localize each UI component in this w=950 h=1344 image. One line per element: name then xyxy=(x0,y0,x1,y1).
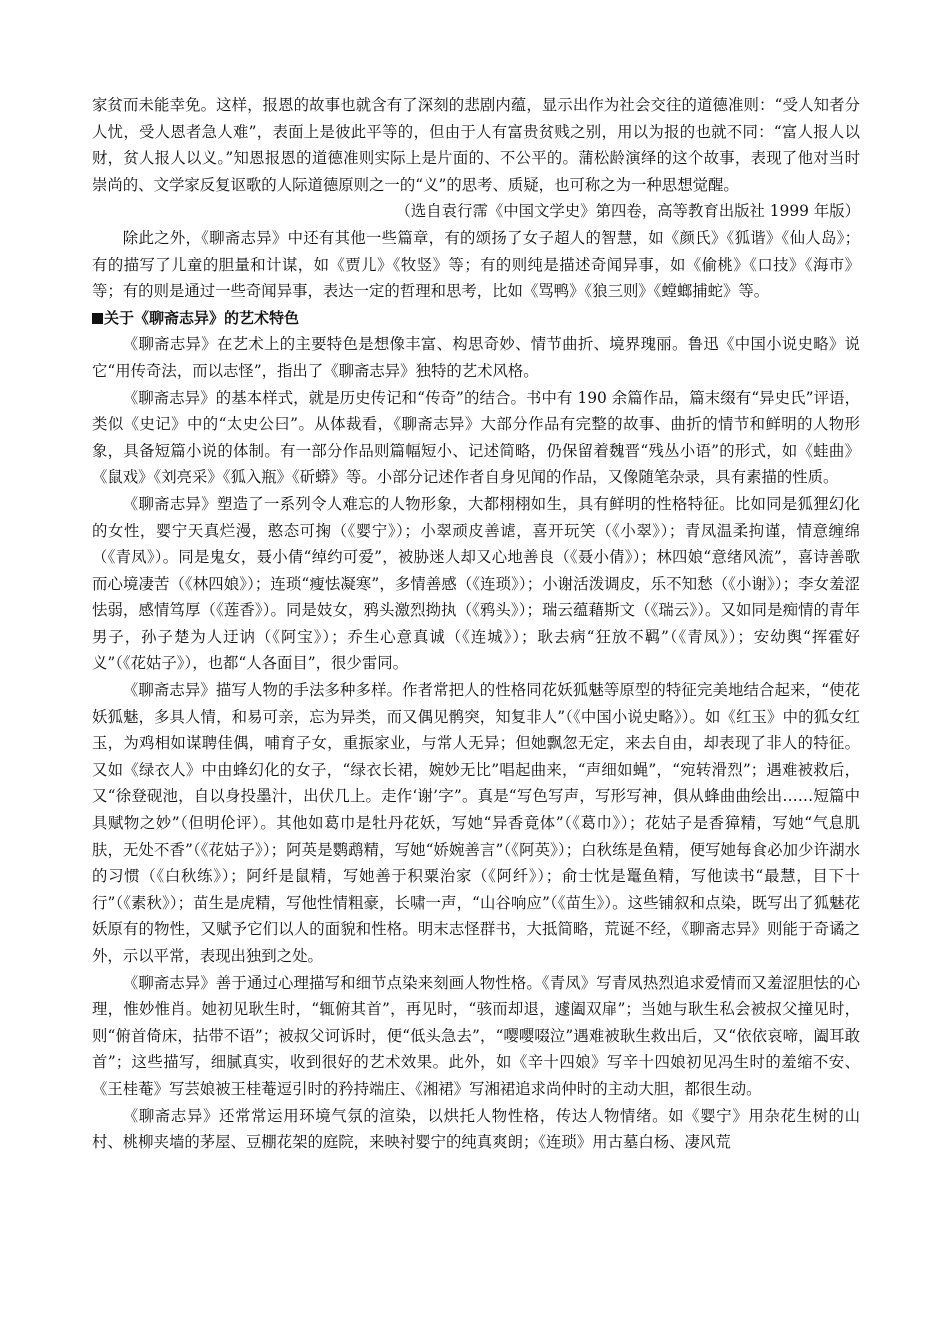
paragraph-techniques: 《聊斋志异》描写人物的手法多种多样。作者常把人的性格同花妖狐魅等原型的特征完美地结合起来，“使花妖狐魅，多具人情，和易可亲，忘为异类，而又偶见鹘突，知复非人”（《中国小说史略》）。如《红玉》中的狐女红玉，为鸡相如谋聘佳偶，哺育子女，重振家业，与常人无异；但她飘忽无定，来去自由，却表现了非人的特征。又如《绿衣人》中由蜂幻化的女子，“绿衣长裙，婉妙无比”唱起曲来，“声细如蝇”，“宛转滑烈”；遇难被救后，又“徐登砚池，自以身投墨汁，出伏几上。走作‘谢’字”。真是“写色写声，写形写神，俱从蜂曲曲绘出……短篇中具赋物之妙”（但明伦评）。其他如葛巾是牡丹花妖，写她“异香竟体”（《葛巾》）；花姑子是香獐精，写她“气息肌肤，无处不香”（《花姑子》）；阿英是鹦鹉精，写她“娇婉善言”（《阿英》）；白秋练是鱼精，便写她每食必加少许湖水的习惯（《白秋练》）；阿纤是鼠精，写她善于积粟治家（《阿纤》）；俞士忱是鼍鱼精，写他读书“最慧，目下十行”（《素秋》）；苗生是虎精，写他性情粗豪，长啸一声，“山谷响应”（《苗生》）。这些铺叙和点染，既写出了狐魅花妖原有的物性，又赋予它们以人的面貌和性格。明末志怪群书，大抵简略，荒诞不经，《聊斋志异》则能于奇谲之外，示以平常，表现出独到之处。 xyxy=(92,681,860,965)
source-citation: （选自袁行霈《中国文学史》第四卷，高等教育出版社 1999 年版） xyxy=(395,202,860,221)
section-heading xyxy=(92,305,860,332)
document-page xyxy=(92,92,860,1156)
paragraph-environment: 《聊斋志异》还常常运用环境气氛的渲染，以烘托人物性格，传达人物情绪。如《婴宁》用杂花生树的山村、桃柳夹墙的茅屋、豆棚花架的庭院，来映衬婴宁的纯真爽朗；《连琐》用古墓白杨、凄风荒 xyxy=(92,1106,860,1152)
paragraph-psychology: 《聊斋志异》善于通过心理描写和细节点染来刻画人物性格。《青凤》写青凤热烈追求爱情而又羞涩胆怯的心理，惟妙惟肖。她初见耿生时，“辄俯其首”，再见时，“骇而却退，遽阖双扉”；当她与耿生私会被叔父撞见时，则“俯首倚床，拈带不语”；被叔父诃诉时，便“低头急去”，“嘤嘤啜泣”遇难被耿生救出后，又“依依哀啼，阖耳敢首”；这些描写，细腻真实，收到很好的艺术效果。此外，如《辛十四娘》写辛十四娘初见冯生时的羞缩不安、《王桂菴》写芸娘被王桂菴逗引时的矜持端庄、《湘裙》写湘裙追求尚仲时的主动大胆，都很生动。 xyxy=(92,973,860,1098)
section-heading-text: 关于《聊斋志异》的艺术特色 xyxy=(104,308,300,327)
paragraph-art-features: 《聊斋志异》在艺术上的主要特色是想像丰富、构思奇妙、情节曲折、境界瑰丽。鲁迅《中国小说史略》说它“用传奇法，而以志怪”，指出了《聊斋志异》独特的艺术风格。 xyxy=(92,335,860,380)
paragraph-basic-form: 《聊斋志异》的基本样式，就是历史传记和“传奇”的结合。书中有 190 余篇作品，篇末缀有“异史氏”评语，类似《史记》中的“太史公曰”。从体裁看，《聊斋志异》大部分作品有完整的故事、曲折的情节和鲜明的人物形象，具备短篇小说的体制。有一部分作品则篇幅短小、记述简略，仍保留着魏晋“残丛小语”的形式，如《蛙曲》《鼠戏》《刘亮采》《狐入瓶》《斫蟒》等。小部分记述作者自身见闻的作品，又像随笔杂录，具有素描的性质。 xyxy=(92,388,860,487)
paragraph-story-analysis: 家贫而未能幸免。这样，报恩的故事也就含有了深刻的悲剧内蕴，显示出作为社会交往的道德准则：“受人知者分人忧，受人恩者急人难”，表面上是彼此平等的，但由于人有富贵贫贱之别，用以为报的也就不同：“富人报人以财，贫人报人以义。”知恩报恩的道德准则实际上是片面的、不公平的。蒲松龄演绎的这个故事，表现了他对当时崇尚的、文学家反复讴歌的人际道德原则之一的“义”的思考、质疑，也可称之为一种思想觉醒。 xyxy=(92,96,860,194)
paragraph-other-stories: 除此之外，《聊斋志异》中还有其他一些篇章，有的颂扬了女子超人的智慧，如《颜氏》《狐谐》《仙人岛》；有的描写了儿童的胆量和计谋，如《贾儿》《牧竖》等；有的则纯是描述奇闻异事，如《偷桃》《口技》《海市》等；有的则是通过一些奇闻异事，表达一定的哲理和思考，比如《骂鸭》《狼三则》《螳螂捕蛇》等。 xyxy=(92,228,860,301)
paragraph-characters: 《聊斋志异》塑造了一系列令人难忘的人物形象，大都栩栩如生，具有鲜明的性格特征。比如同是狐狸幻化的女性，婴宁天真烂漫，憨态可掬（《婴宁》）；小翠顽皮善谑，喜开玩笑（《小翠》）；青凤温柔拘谨，情意缠绵（《青凤》）。同是鬼女，聂小倩“绰约可爱”，被胁迷人却又心地善良（《聂小倩》）；林四娘“意绪风流”，喜诗善歌而心境凄苦（《林四娘》）；连琐“瘦怯凝寒”，多情善感（《连琐》）；小谢活泼调皮，乐不知愁（《小谢》）；李女羞涩怯弱，感情笃厚（《莲香》）。同是妓女，鸦头激烈拗执（《鸦头》）；瑞云蕴藉斯文（《瑞云》）。又如同是痴情的青年男子，孙子楚为人迂讷（《阿宝》）；乔生心意真诚（《连城》）；耿去病“狂放不羁”（《青凤》）；安幼舆“挥霍好义”（《花姑子》），也都“人各面目”，很少雷同。 xyxy=(92,494,860,673)
square-bullet-icon xyxy=(92,313,103,324)
